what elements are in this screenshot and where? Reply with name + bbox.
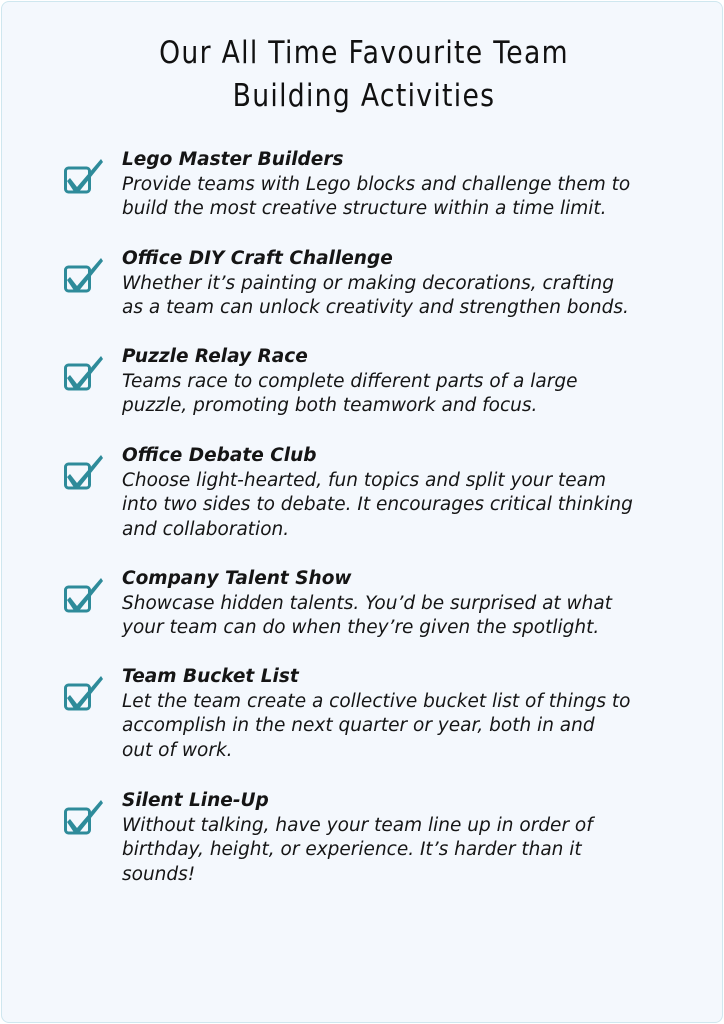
activity-text [122, 789, 682, 887]
activity-description [122, 370, 682, 419]
description-line: as a team can unlock creativity and strengthen bonds. [122, 297, 629, 318]
checkbox-checked-icon [63, 797, 105, 837]
description-line: build the most creative structure within a time limit. [122, 198, 607, 219]
title-line-2: Building Activities [232, 78, 496, 114]
activity-name: Silent Line-Up [122, 790, 269, 811]
activity-name: Puzzle Relay Race [122, 346, 308, 367]
activity-name: Office Debate Club [122, 445, 317, 466]
description-line: Let the team create a collective bucket list of things to [122, 690, 631, 712]
description-line: Whether it’s painting or making decorations, crafting [122, 272, 614, 294]
checkbox-checked-icon [63, 353, 105, 393]
description-line: Choose light-hearted, fun topics and split your team [122, 469, 606, 491]
activity-name: Team Bucket List [122, 666, 299, 687]
page-title [53, 32, 676, 118]
activity-text [122, 665, 682, 763]
checkbox-checked-icon [63, 575, 105, 615]
description-line: accomplish in the next quarter or year, both in and [122, 715, 595, 736]
description-line: puzzle, promoting both teamwork and focus. [122, 395, 538, 416]
description-line: out of work. [122, 739, 233, 761]
description-line: and collaboration. [122, 518, 290, 540]
activity-text [122, 567, 682, 641]
activity-text [122, 444, 682, 542]
description-line: Showcase hidden talents. You’d be surprised at what [122, 592, 612, 614]
description-line: Without talking, have your team line up in order of [122, 814, 593, 836]
activity-text [122, 345, 682, 419]
description-line: sounds! [122, 863, 196, 885]
description-line: into two sides to debate. It encourages critical thinking [122, 494, 633, 515]
title-line-1: Our All Time Favourite Team [159, 35, 569, 71]
activity-text [122, 247, 682, 321]
description-line: birthday, height, or experience. It’s harder than it [122, 839, 582, 860]
checkbox-checked-icon [63, 156, 105, 196]
checkbox-checked-icon [63, 673, 105, 713]
activity-description [122, 173, 682, 222]
activity-text [122, 148, 682, 222]
activity-description [122, 814, 682, 888]
activity-name: Office DIY Craft Challenge [122, 248, 393, 269]
activity-description [122, 469, 682, 543]
description-line: Provide teams with Lego blocks and challenge them to [122, 173, 631, 195]
description-line: your team can do when they’re given the spotlight. [122, 617, 600, 638]
description-line: Teams race to complete different parts of a large [122, 370, 578, 392]
checkbox-checked-icon [63, 452, 105, 492]
activity-description [122, 690, 682, 764]
activity-description [122, 272, 682, 321]
checkbox-checked-icon [63, 255, 105, 295]
activity-name: Lego Master Builders [122, 149, 344, 170]
activity-name: Company Talent Show [122, 568, 352, 589]
activity-description [122, 592, 682, 641]
